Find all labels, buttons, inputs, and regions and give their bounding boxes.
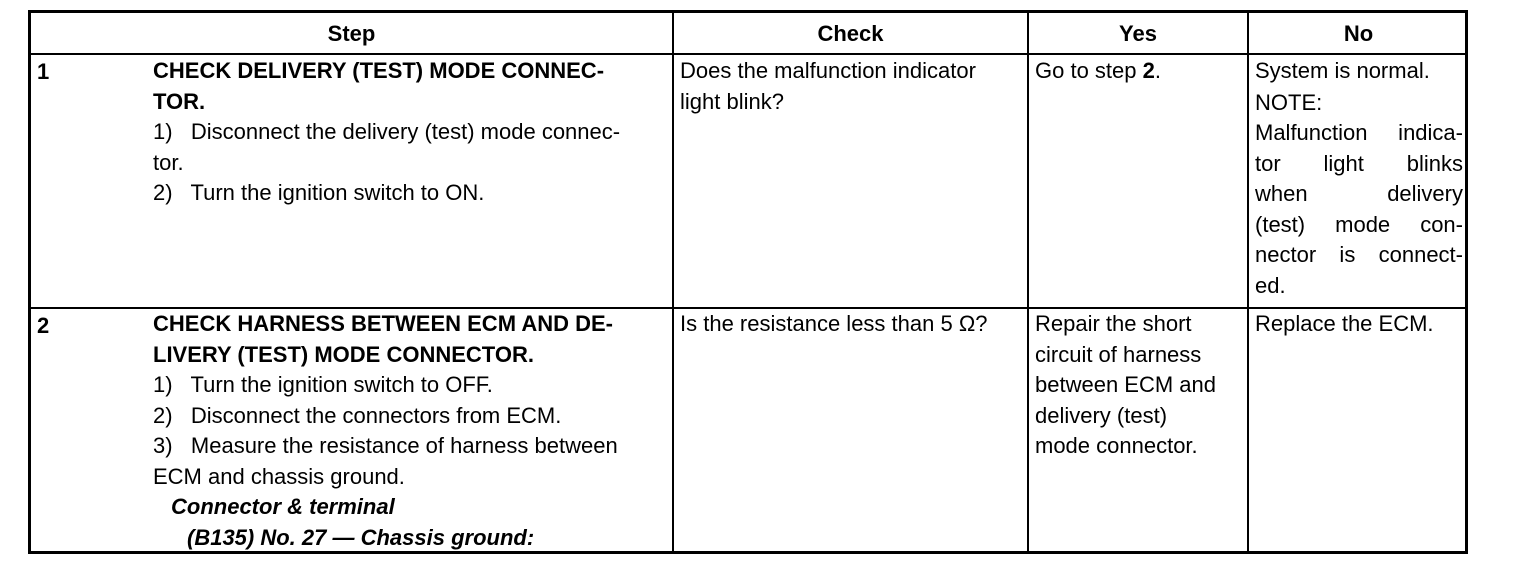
- header-yes: Yes: [1119, 21, 1157, 46]
- step-number: 2: [37, 313, 50, 338]
- step-title: CHECK HARNESS BETWEEN ECM AND DE-: [153, 311, 613, 336]
- note-line: nector is connect-: [1255, 242, 1463, 267]
- column-divider: [672, 13, 674, 551]
- note-line: (test) mode con-: [1255, 211, 1463, 237]
- note-line: tor light blinks: [1255, 150, 1463, 176]
- note-line: ed.: [1255, 272, 1286, 298]
- step-description: [153, 309, 669, 553]
- step-title: CHECK DELIVERY (TEST) MODE CONNEC-: [153, 58, 605, 83]
- note-line: Malfunction indica-: [1255, 120, 1463, 145]
- yes-text: Go to step: [1035, 58, 1143, 83]
- yes-line: mode connector.: [1035, 433, 1198, 458]
- step-description: [153, 56, 669, 209]
- column-divider: [1027, 13, 1029, 551]
- step-instruction: 3) Measure the resistance of harness between: [153, 433, 618, 458]
- yes-step-ref: 2: [1142, 58, 1155, 83]
- no-action: [1255, 309, 1463, 340]
- yes-suffix: .: [1154, 58, 1161, 83]
- header-no: No: [1343, 21, 1374, 46]
- note-label: NOTE:: [1255, 89, 1323, 115]
- yes-action: [1035, 56, 1245, 87]
- no-text: System is normal.: [1255, 58, 1430, 83]
- no-action: [1255, 56, 1463, 301]
- yes-line: circuit of harness: [1035, 341, 1202, 367]
- note-line: when delivery: [1255, 181, 1463, 206]
- diagnostic-table: [28, 10, 1468, 554]
- step-instruction: 1) Turn the ignition switch to OFF.: [153, 372, 493, 397]
- yes-line: delivery (test): [1035, 402, 1168, 428]
- step-instruction: 2) Disconnect the connectors from ECM.: [153, 402, 562, 428]
- header-check: Check: [817, 21, 884, 46]
- check-line: Does the malfunction indicator: [680, 58, 976, 83]
- check-line: light blink?: [680, 88, 784, 114]
- header-step: Step: [327, 21, 376, 46]
- connector-detail: (B135) No. 27 — Chassis ground:: [187, 524, 535, 550]
- step-title: LIVERY (TEST) MODE CONNECTOR.: [153, 341, 534, 367]
- connector-label: Connector & terminal: [171, 494, 395, 519]
- yes-action: [1035, 309, 1245, 462]
- yes-line: between ECM and: [1035, 372, 1216, 397]
- step-instruction: ECM and chassis ground.: [153, 463, 405, 489]
- no-text: Replace the ECM.: [1255, 311, 1434, 336]
- step-number: 1: [37, 59, 50, 84]
- step-instruction: 2) Turn the ignition switch to ON.: [153, 180, 485, 205]
- step-instruction: 1) Disconnect the delivery (test) mode connec-: [153, 119, 621, 144]
- check-question: [680, 309, 1025, 340]
- step-instruction: tor.: [153, 149, 184, 175]
- check-line: Is the resistance less than 5 Ω?: [680, 311, 988, 336]
- yes-line: Repair the short: [1035, 311, 1192, 336]
- check-question: [680, 56, 1025, 117]
- column-divider: [1247, 13, 1249, 551]
- step-title: TOR.: [153, 88, 206, 114]
